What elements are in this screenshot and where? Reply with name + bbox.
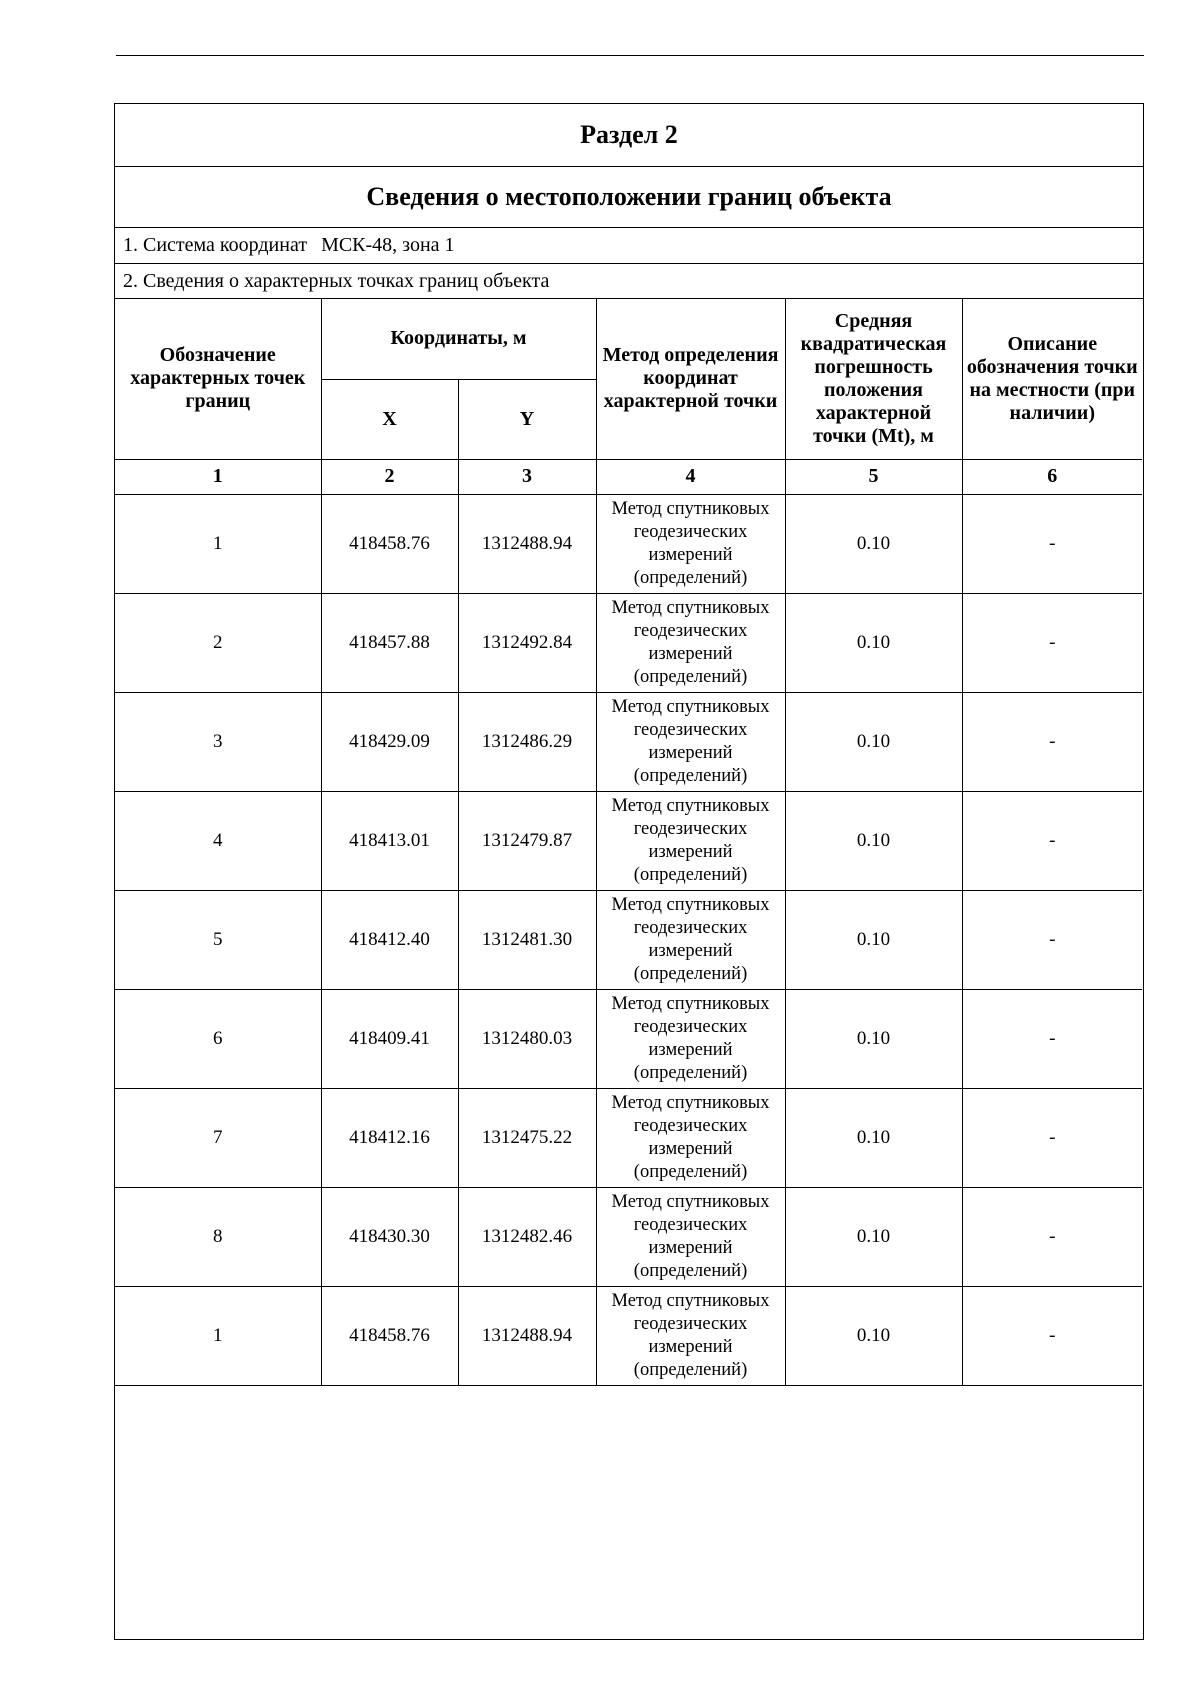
cell-x: 418430.30	[321, 1187, 458, 1286]
cell-point: 5	[115, 890, 321, 989]
cell-y: 1312482.46	[458, 1187, 596, 1286]
cell-error: 0.10	[785, 692, 962, 791]
cell-point: 1	[115, 494, 321, 593]
cell-x: 418458.76	[321, 494, 458, 593]
cell-x: 418413.01	[321, 791, 458, 890]
cell-method: Метод спутниковых геодезических измерений (определений)	[596, 989, 785, 1088]
cell-error: 0.10	[785, 1187, 962, 1286]
header-method: Метод определения координат характерной точки	[596, 299, 785, 459]
cell-y: 1312481.30	[458, 890, 596, 989]
cell-description: -	[962, 989, 1142, 1088]
table-row	[115, 890, 1142, 989]
cell-point: 6	[115, 989, 321, 1088]
section-title: Раздел 2	[115, 104, 1143, 167]
cell-description: -	[962, 593, 1142, 692]
cell-x: 418409.41	[321, 989, 458, 1088]
header-coordinates: Координаты, м	[321, 299, 596, 379]
table-row	[115, 1088, 1142, 1187]
cell-x: 418458.76	[321, 1286, 458, 1385]
cell-description: -	[962, 1286, 1142, 1385]
cell-point: 8	[115, 1187, 321, 1286]
cell-method: Метод спутниковых геодезических измерений (определений)	[596, 1187, 785, 1286]
cell-x: 418457.88	[321, 593, 458, 692]
cell-method: Метод спутниковых геодезических измерений (определений)	[596, 692, 785, 791]
column-numbers-row	[115, 459, 1142, 494]
cell-description: -	[962, 1088, 1142, 1187]
table-row	[115, 1286, 1142, 1385]
cell-y: 1312475.22	[458, 1088, 596, 1187]
cell-y: 1312492.84	[458, 593, 596, 692]
cell-point: 2	[115, 593, 321, 692]
cell-description: -	[962, 692, 1142, 791]
table-row	[115, 593, 1142, 692]
table-row	[115, 494, 1142, 593]
cell-point: 7	[115, 1088, 321, 1187]
cell-error: 0.10	[785, 1286, 962, 1385]
cell-point: 1	[115, 1286, 321, 1385]
table-row	[115, 791, 1142, 890]
cell-y: 1312480.03	[458, 989, 596, 1088]
cell-error: 0.10	[785, 593, 962, 692]
cell-error: 0.10	[785, 1088, 962, 1187]
cell-y: 1312486.29	[458, 692, 596, 791]
header-description: Описание обозначения точки на местности (при наличии)	[962, 299, 1142, 459]
cell-method: Метод спутниковых геодезических измерений (определений)	[596, 1286, 785, 1385]
table-header-row	[115, 299, 1142, 379]
cell-y: 1312479.87	[458, 791, 596, 890]
cell-description: -	[962, 890, 1142, 989]
cell-error: 0.10	[785, 791, 962, 890]
header-designation: Обозначение характерных точек границ	[115, 299, 321, 459]
cell-y: 1312488.94	[458, 494, 596, 593]
cell-x: 418412.16	[321, 1088, 458, 1187]
section-frame	[114, 103, 1144, 1640]
points-heading: 2. Сведения о характерных точках границ объекта	[115, 264, 1143, 299]
table-row	[115, 692, 1142, 791]
cell-description: -	[962, 1187, 1142, 1286]
top-rule	[116, 55, 1144, 56]
object-title: Сведения о местоположении границ объекта	[115, 167, 1143, 228]
coordinate-system-value: МСК-48, зона 1	[321, 234, 455, 256]
cell-error: 0.10	[785, 494, 962, 593]
coordinate-system-label: 1. Система координат	[123, 234, 308, 256]
cell-error: 0.10	[785, 890, 962, 989]
column-number: 2	[321, 459, 458, 494]
cell-method: Метод спутниковых геодезических измерений (определений)	[596, 494, 785, 593]
column-number: 4	[596, 459, 785, 494]
header-error: Средняя квадратическая погрешность положения характерной точки (Mt), м	[785, 299, 962, 459]
coordinate-system-line	[115, 228, 1143, 264]
cell-description: -	[962, 494, 1142, 593]
column-number: 1	[115, 459, 321, 494]
cell-x: 418412.40	[321, 890, 458, 989]
cell-method: Метод спутниковых геодезических измерений (определений)	[596, 791, 785, 890]
cell-point: 4	[115, 791, 321, 890]
cell-description: -	[962, 791, 1142, 890]
column-number: 5	[785, 459, 962, 494]
column-number: 6	[962, 459, 1142, 494]
cell-y: 1312488.94	[458, 1286, 596, 1385]
column-number: 3	[458, 459, 596, 494]
header-y: Y	[458, 379, 596, 459]
cell-method: Метод спутниковых геодезических измерений (определений)	[596, 890, 785, 989]
cell-method: Метод спутниковых геодезических измерений (определений)	[596, 593, 785, 692]
header-x: X	[321, 379, 458, 459]
points-table	[115, 299, 1142, 1386]
table-row	[115, 989, 1142, 1088]
cell-method: Метод спутниковых геодезических измерений (определений)	[596, 1088, 785, 1187]
cell-point: 3	[115, 692, 321, 791]
table-row	[115, 1187, 1142, 1286]
cell-error: 0.10	[785, 989, 962, 1088]
cell-x: 418429.09	[321, 692, 458, 791]
